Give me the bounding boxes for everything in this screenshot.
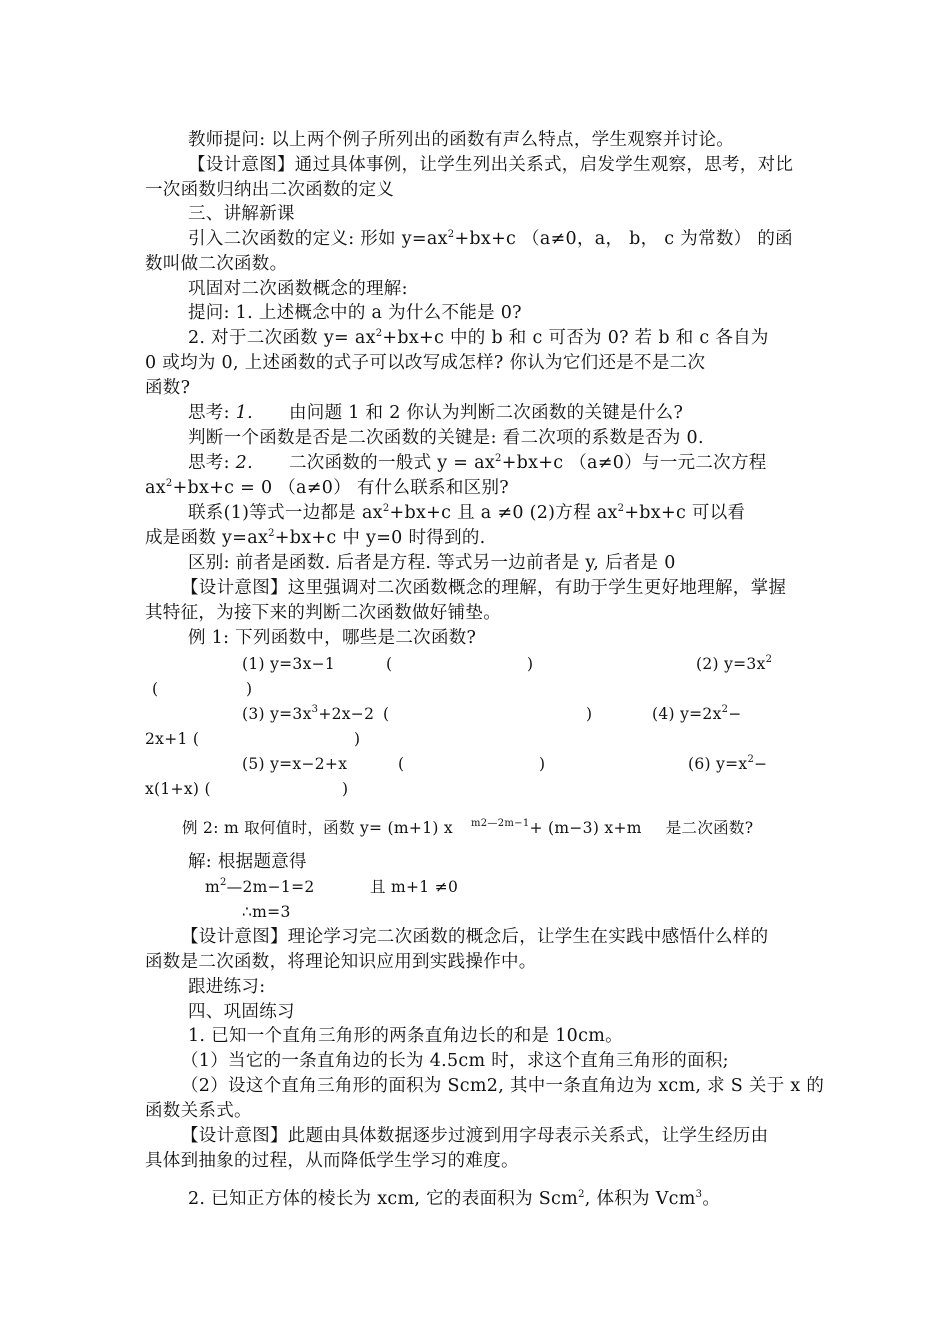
question-1: 提问: 1. 上述概念中的 a 为什么不能是 0? [188, 303, 522, 323]
design-intent-2-line1: 【设计意图】这里强调对二次函数概念的理解，有助于学生更好地理解，掌握 [181, 578, 787, 598]
solution-equation: $m^2—2m-1=2$ [205, 877, 315, 896]
example-1-item-5: (5) y=x−2+x [242, 755, 348, 773]
answer-paren-open: ( [152, 680, 159, 698]
design-intent-1-line1: 【设计意图】通过具体事例，让学生列出关系式，启发学生观察，思考，对比 [188, 155, 794, 175]
solution-condition: 且 m+1 ≠0 [370, 878, 459, 896]
relation-line1: 联系(1)等式一边都是 $ax^2+bx+c$ 且 a ≠0 (2)方程 $ax^2+bx+c$ 可以看 [188, 503, 746, 523]
question-2-line2: 0 或均为 0, 上述函数的式子可以改写成怎样? 你认为它们还是不是二次 [145, 353, 706, 373]
example-1-heading: 例 1: 下列函数中，哪些是二次函数? [188, 628, 477, 648]
difference: 区别: 前者是函数. 后者是方程. 等式另一边前者是 y, 后者是 0 [188, 553, 676, 573]
exercise-1-part-2-line1: （2）设这个直角三角形的面积为 Scm2, 其中一条直角边为 xcm, 求 S 关于 x 的 [181, 1076, 825, 1096]
exercise-1-part-2-line2: 函数关系式。 [145, 1101, 252, 1121]
section-4-heading: 四、巩固练习 [188, 1002, 295, 1022]
section-3-heading: 三、讲解新课 [188, 204, 295, 224]
definition-line1: 引入二次函数的定义: 形如 $y=ax^2+bx+c$ （a≠0，a， b， c 为常数） 的函 [188, 229, 793, 249]
think-2-line2: $ax^2+bx+c = 0$ （a≠0） 有什么联系和区别? [145, 478, 509, 498]
example-1-item-4-cont: 2x+1 ( [145, 730, 200, 748]
design-intent-3-line1: 【设计意图】理论学习完二次函数的概念后，让学生在实践中感悟什么样的 [181, 927, 769, 947]
design-intent-4-line1: 【设计意图】此题由具体数据逐步过渡到用字母表示关系式，让学生经历由 [181, 1126, 769, 1146]
consolidate-heading: 巩固对二次函数概念的理解: [188, 279, 408, 299]
answer-paren-close: ) [246, 680, 253, 698]
example-2-question: 例 2: m 取何值时，函数 y= (m+1) x $^{m2—2m-1}$+ (m−3) x+m 是二次函数? [182, 818, 754, 837]
answer-paren-open: ( [383, 705, 390, 723]
answer-paren-close: ) [342, 780, 349, 798]
follow-up-practice: 跟进练习: [188, 977, 266, 997]
think-2-line1: 思考: 2. 二次函数的一般式 $y = ax^2+bx+c$ （a≠0）与一元二次方程 [188, 453, 767, 473]
exercise-1: 1. 已知一个直角三角形的两条直角边长的和是 10cm。 [188, 1026, 623, 1046]
exercise-1-part-1: （1）当它的一条直角边的长为 4.5cm 时，求这个直角三角形的面积; [181, 1051, 729, 1071]
question-2-line1: 2. 对于二次函数 $y= ax^2+bx+c$ 中的 b 和 c 可否为 0? 若 b 和 c 各自为 [188, 328, 769, 348]
answer-paren-close: ) [539, 755, 546, 773]
definition-line2: 数叫做二次函数。 [145, 254, 288, 274]
answer-paren-close: ) [354, 730, 361, 748]
design-intent-4-line2: 具体到抽象的过程，从而降低学生学习的难度。 [145, 1151, 519, 1171]
answer-paren-close: ) [586, 705, 593, 723]
example-1-item-2: (2) $y=3x^2$ [696, 654, 773, 673]
design-intent-1-line2: 一次函数归纳出二次函数的定义 [145, 180, 395, 200]
solution-result: ∴m=3 [242, 903, 291, 921]
teacher-question: 教师提问: 以上两个例子所列出的函数有声么特点，学生观察并讨论。 [188, 130, 735, 150]
example-1-item-6-cont: x(1+x) ( [145, 780, 211, 798]
exercise-2: 2. 已知正方体的棱长为 xcm, 它的表面积为 Scm$^2$, 体积为 Vcm$^3$。 [188, 1189, 721, 1209]
solution-heading: 解: 根据题意得 [188, 852, 307, 872]
example-1-item-6: (6) $y=x^2-$ [688, 754, 768, 773]
relation-line2: 成是函数 $y=ax^2+bx+c$ 中 y=0 时得到的. [145, 528, 486, 548]
design-intent-2-line2: 其特征，为接下来的判断二次函数做好铺垫。 [145, 603, 501, 623]
answer-paren-open: ( [398, 755, 405, 773]
example-1-item-3: (3) $y=3x^3+2x-2$ [242, 704, 375, 723]
design-intent-3-line2: 函数是二次函数，将理论知识应用到实践操作中。 [145, 952, 537, 972]
example-1-item-1: (1) y=3x−1 [242, 655, 336, 673]
example-1-item-4: (4) $y=2x^2-$ [652, 704, 742, 723]
answer-paren-close: ) [527, 655, 534, 673]
think-1-answer: 判断一个函数是否是二次函数的关键是: 看二次项的系数是否为 0. [188, 428, 704, 448]
question-2-line3: 函数? [145, 378, 191, 398]
answer-paren-open: ( [386, 655, 393, 673]
think-1: 思考: 1. 由问题 1 和 2 你认为判断二次函数的关键是什么? [188, 403, 684, 423]
